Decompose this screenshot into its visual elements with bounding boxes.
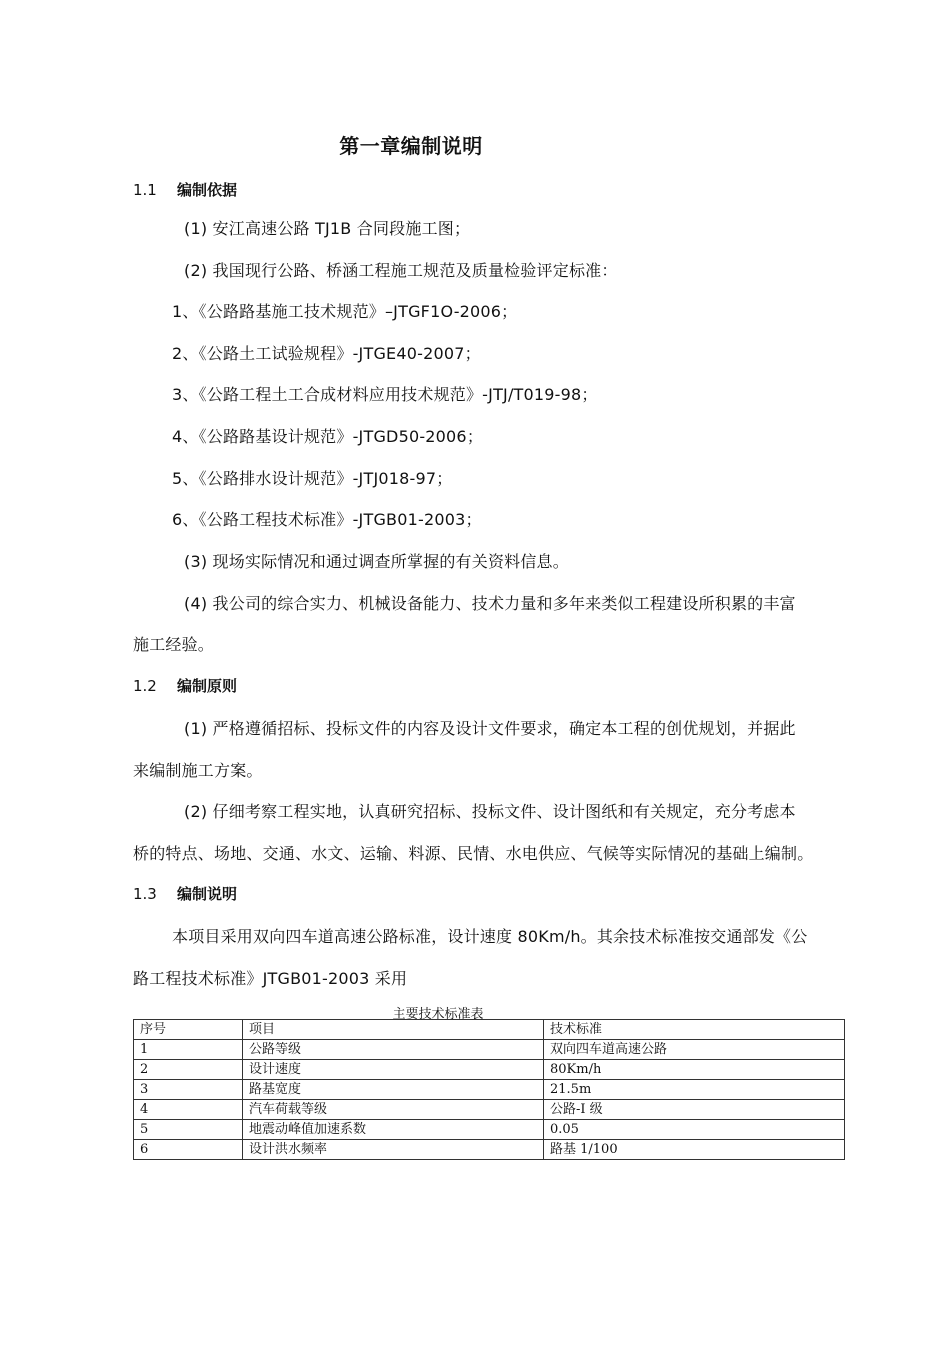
paragraph-line: 路工程技术标准》JTGB01-2003 采用	[133, 969, 408, 988]
paragraph-line: 来编制施工方案。	[133, 761, 263, 780]
standard-list-item: 5、《公路排水设计规范》-JTJ018-97；	[172, 469, 453, 488]
section-title: 编制说明	[177, 885, 238, 903]
table-cell: 设计洪水频率	[243, 1140, 544, 1160]
section-number: 1.3	[133, 885, 157, 903]
paragraph-line: (1) 安江高速公路 TJ1B 合同段施工图；	[184, 219, 471, 238]
table-header-cell: 技术标准	[544, 1020, 845, 1040]
section-heading-1-3	[133, 883, 237, 904]
table-cell: 设计速度	[243, 1060, 544, 1080]
section-title: 编制依据	[177, 181, 238, 199]
table-cell: 6	[134, 1140, 243, 1160]
table-row	[134, 1120, 845, 1140]
paragraph-line: (2) 仔细考察工程实地，认真研究招标、投标文件、设计图纸和有关规定，充分考虑本	[184, 802, 796, 821]
table-cell: 80Km/h	[544, 1060, 845, 1080]
tech-standards-table	[133, 1019, 845, 1160]
paragraph-line: 施工经验。	[133, 635, 215, 654]
table-row	[134, 1080, 845, 1100]
table-cell: 双向四车道高速公路	[544, 1040, 845, 1060]
table-cell: 公路等级	[243, 1040, 544, 1060]
table-cell: 3	[134, 1080, 243, 1100]
table-cell: 地震动峰值加速系数	[243, 1120, 544, 1140]
table-header-cell: 项目	[243, 1020, 544, 1040]
section-number: 1.1	[133, 181, 157, 199]
table-cell: 公路-I 级	[544, 1100, 845, 1120]
table-cell: 21.5m	[544, 1080, 845, 1100]
table-row	[134, 1140, 845, 1160]
table-cell: 4	[134, 1100, 243, 1120]
section-heading-1-1	[133, 179, 237, 200]
paragraph-line: 本项目采用双向四车道高速公路标准，设计速度 80Km/h。其余技术标准按交通部发《公	[172, 927, 808, 946]
table-cell: 1	[134, 1040, 243, 1060]
table-cell: 5	[134, 1120, 243, 1140]
paragraph-line: (1) 严格遵循招标、投标文件的内容及设计文件要求，确定本工程的创优规划，并据此	[184, 719, 796, 738]
table-cell: 路基 1/100	[544, 1140, 845, 1160]
table-row	[134, 1040, 845, 1060]
table-cell: 汽车荷载等级	[243, 1100, 544, 1120]
table-row	[134, 1100, 845, 1120]
standard-list-item: 3、《公路工程土工合成材料应用技术规范》-JTJ/T019-98；	[172, 385, 598, 404]
table-header-row	[134, 1020, 845, 1040]
section-heading-1-2	[133, 675, 237, 696]
standard-list-item: 4、《公路路基设计规范》-JTGD50-2006；	[172, 427, 484, 446]
paragraph-line: (4) 我公司的综合实力、机械设备能力、技术力量和多年来类似工程建设所积累的丰富	[184, 594, 796, 613]
table-header-cell: 序号	[134, 1020, 243, 1040]
standard-list-item: 6、《公路工程技术标准》-JTGB01-2003；	[172, 510, 482, 529]
paragraph-line: (2) 我国现行公路、桥涵工程施工规范及质量检验评定标准：	[184, 261, 618, 280]
table-cell: 0.05	[544, 1120, 845, 1140]
table-cell: 路基宽度	[243, 1080, 544, 1100]
table-caption: 主要技术标准表	[392, 1007, 484, 1022]
section-number: 1.2	[133, 677, 157, 695]
paragraph-line: 桥的特点、场地、交通、水文、运输、料源、民情、水电供应、气候等实际情况的基础上编制。	[133, 844, 814, 863]
section-title: 编制原则	[177, 677, 238, 695]
chapter-title: 第一章编制说明	[339, 134, 483, 158]
paragraph-line: (3) 现场实际情况和通过调查所掌握的有关资料信息。	[184, 552, 569, 571]
standard-list-item: 2、《公路土工试验规程》-JTGE40-2007；	[172, 344, 481, 363]
standard-list-item: 1、《公路路基施工技术规范》–JTGF1O-2006；	[172, 302, 518, 321]
table-row	[134, 1060, 845, 1080]
table-cell: 2	[134, 1060, 243, 1080]
